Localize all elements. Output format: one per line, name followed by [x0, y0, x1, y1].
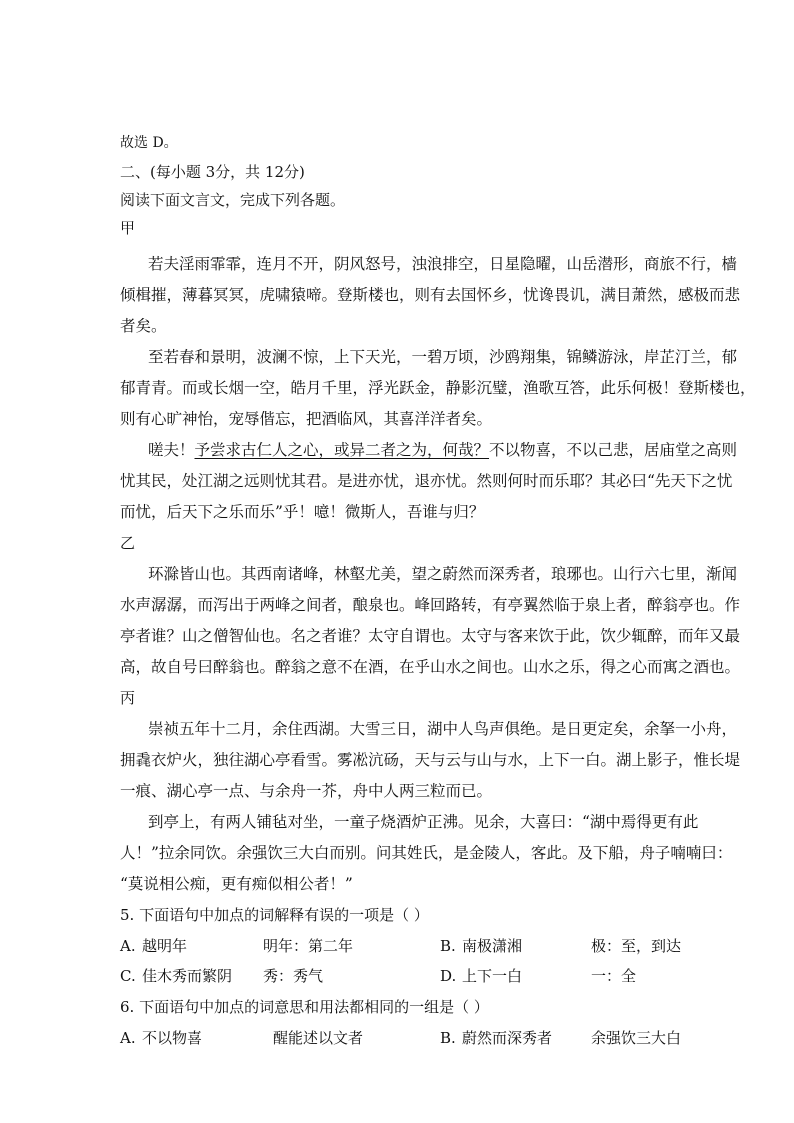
passage-line: 者矣。	[120, 317, 167, 335]
passage-line: 忧其民，处江湖之远则忧其君。是进亦忧，退亦忧。然则何时而乐耶？其必曰“先天下之忧	[120, 472, 733, 490]
underlined-sentence: 予尝求古仁人之心，或异二者之为，何哉？	[194, 441, 490, 459]
passage-line: 拥毳衣炉火，独往湖心亭看雪。雾凇沆砀，天与云与山与水，上下一白。湖上影子，惟长堤	[120, 751, 741, 769]
question-6-stem: 6. 下面语句中加点的词意思和用法都相同的一组是（ ）	[120, 998, 489, 1016]
passage-line: 至若春和景明，波澜不惊，上下天光，一碧万顷，沙鸥翔集，锦鳞游泳，岸芷汀兰，郁	[148, 348, 738, 366]
passage-line: 高，故自号曰醉翁也。醉翁之意不在酒，在乎山水之间也。山水之乐，得之心而寓之酒也。	[120, 658, 741, 676]
passage-line: 水声潺潺，而泻出于两峰之间者，酿泉也。峰回路转，有亭翼然临于泉上者，醉翁亭也。作	[120, 596, 741, 614]
passage-prefix: 嗟夫！	[148, 441, 195, 459]
passage-label-bing: 丙	[120, 689, 136, 707]
option-label: B.	[440, 1029, 456, 1047]
option-gloss: 醒能述以文者	[273, 1029, 364, 1047]
passage-line-underlined	[148, 440, 738, 460]
passage-line: “莫说相公痴，更有痴似相公者！”	[120, 875, 353, 893]
option-gloss: 一：全	[591, 967, 637, 985]
passage-label-jia: 甲	[120, 219, 136, 237]
option-phrase: 不以物喜	[142, 1029, 203, 1047]
option-gloss: 余强饮三大白	[591, 1029, 682, 1047]
option-phrase: 南极潇湘	[462, 937, 523, 955]
passage-line: 人！”拉余同饮。余强饮三大白而别。问其姓氏，是金陵人，客此。及下船，舟子喃喃曰：	[120, 844, 733, 862]
passage-line: 环滁皆山也。其西南诸峰，林壑尤美，望之蔚然而深秀者，琅琊也。山行六七里，渐闻	[148, 565, 738, 583]
option-phrase: 蔚然而深秀者	[462, 1029, 553, 1047]
passage-line: 到亭上，有两人铺毡对坐，一童子烧酒炉正沸。见余，大喜曰：“湖中焉得更有此	[148, 813, 699, 831]
passage-line: 一痕、湖心亭一点、与余舟一芥，舟中人两三粒而已。	[120, 782, 493, 800]
passage-line: 崇祯五年十二月，余住西湖。大雪三日，湖中人鸟声俱绝。是日更定矣，余拏一小舟，	[148, 720, 738, 738]
option-gloss: 极：至，到达	[591, 937, 682, 955]
option-label: C.	[120, 967, 136, 985]
option-label: D.	[440, 967, 457, 985]
passage-line: 亭者谁？山之僧智仙也。名之者谁？太守自谓也。太守与客来饮于此，饮少辄醉，而年又最	[120, 627, 741, 645]
question-5-stem: 5. 下面语句中加点的词解释有误的一项是（ ）	[120, 906, 429, 924]
passage-line: 若夫淫雨霏霏，连月不开，阴风怒号，浊浪排空，日星隐曜，山岳潜形，商旅不行，樯	[148, 255, 738, 273]
passage-line: 倾楫摧，薄暮冥冥，虎啸猿啼。登斯楼也，则有去国怀乡，忧谗畏讥，满目萧然，感极而悲	[120, 286, 741, 304]
option-label: B.	[440, 937, 456, 955]
passage-line: 则有心旷神怡，宠辱偕忘，把酒临风，其喜洋洋者矣。	[120, 410, 493, 428]
option-phrase: 佳木秀而繁阴	[142, 967, 233, 985]
option-label: A.	[120, 1029, 136, 1047]
passage-label-yi: 乙	[120, 534, 136, 552]
option-gloss: 明年：第二年	[263, 937, 354, 955]
instruction: 阅读下面文言文，完成下列各题。	[120, 191, 346, 209]
option-phrase: 上下一白	[462, 967, 523, 985]
passage-line: 郁青青。而或长烟一空，皓月千里，浮光跃金，静影沉璧，渔歌互答，此乐何极！登斯楼也，	[120, 379, 756, 397]
option-phrase: 越明年	[142, 937, 188, 955]
option-label: A.	[120, 937, 136, 955]
option-gloss: 秀：秀气	[263, 967, 324, 985]
answer-line: 故选 D。	[120, 135, 178, 151]
passage-rest: 不以物喜，不以己悲，居庙堂之高则	[489, 441, 738, 459]
passage-line: 而忧，后天下之乐而乐”乎！噫！微斯人，吾谁与归？	[120, 503, 485, 521]
section-heading: 二、(每小题 3分，共 12分)	[120, 163, 305, 181]
